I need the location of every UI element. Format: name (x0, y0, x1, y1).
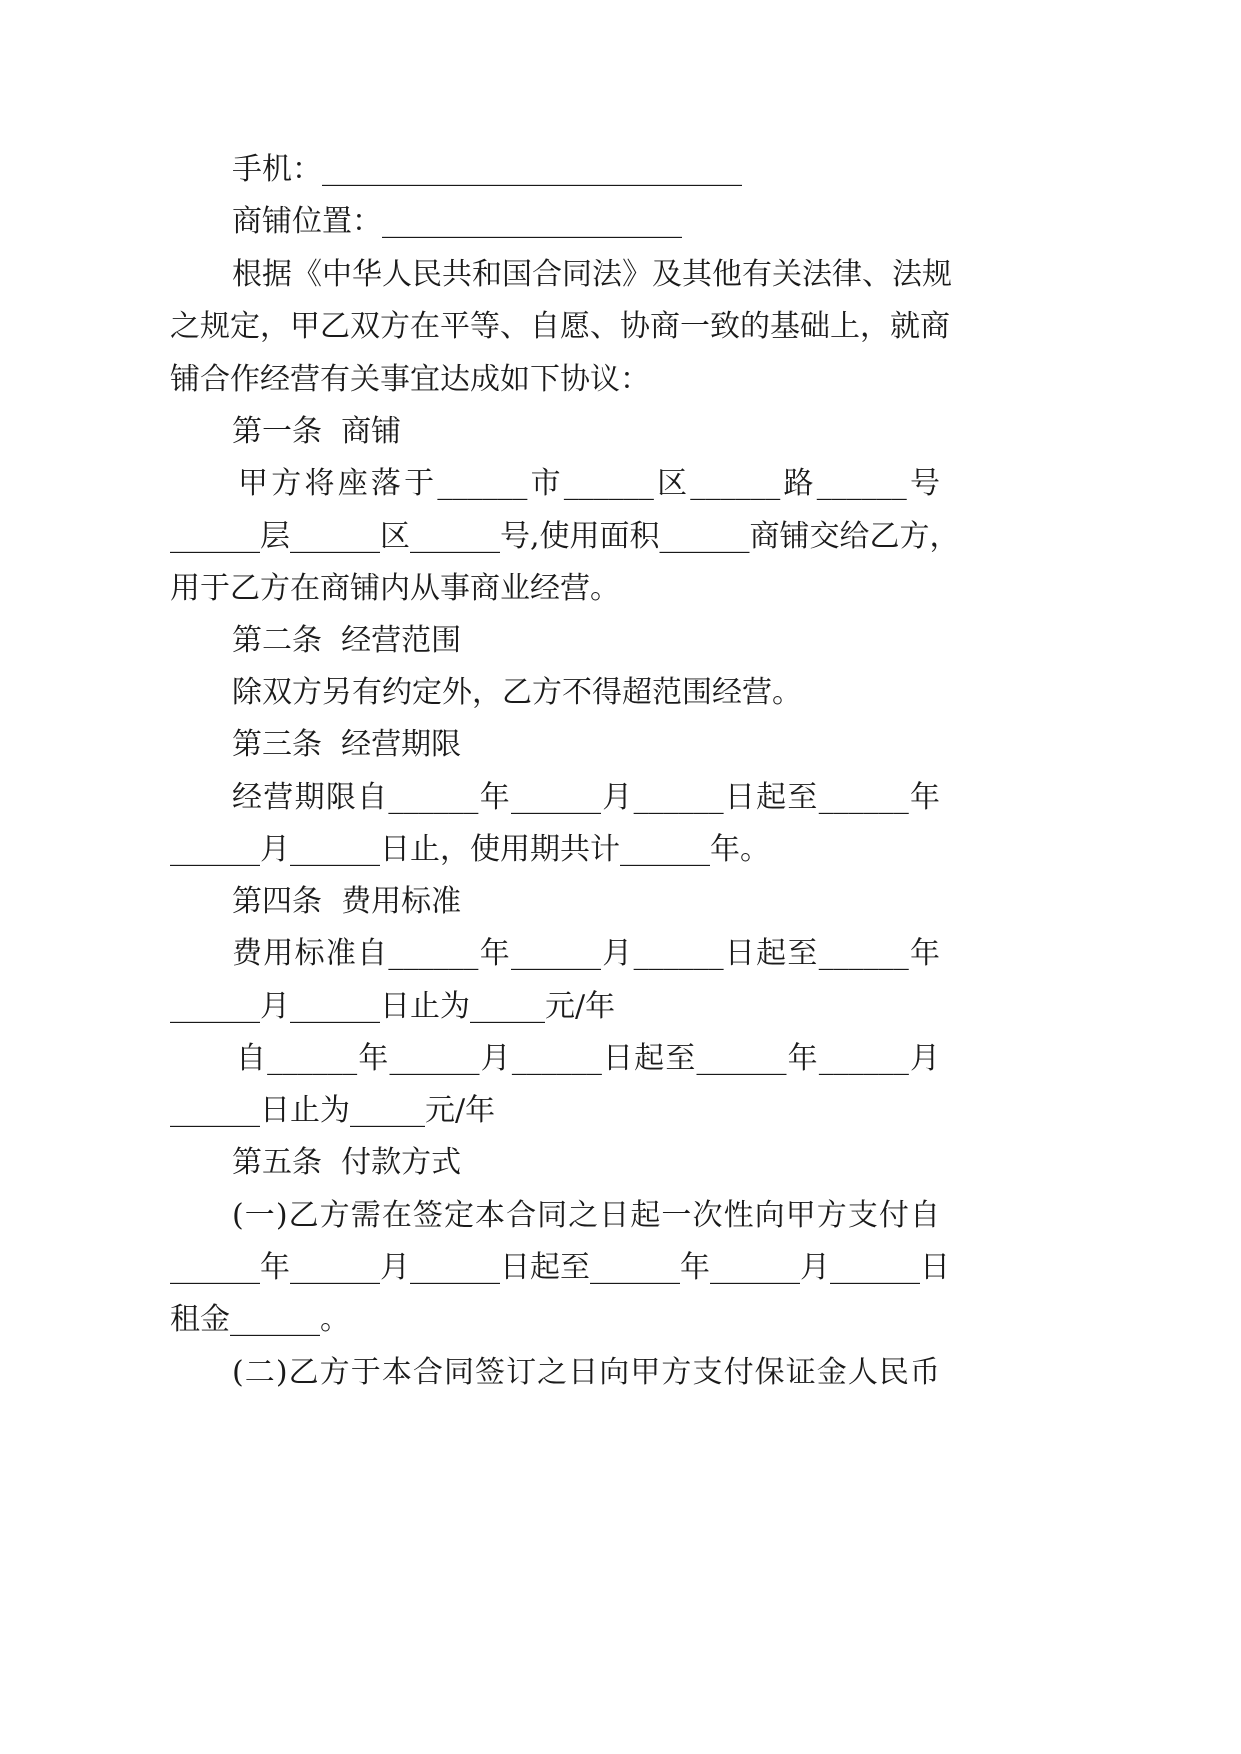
article-4-heading: 第四条 费用标准 (232, 884, 462, 919)
article-3-line-2: ______月______日止，使用期共计______年。 (170, 832, 770, 867)
article-5-line-4: (二)乙方于本合同签订之日向甲方支付保证金人民币 (232, 1355, 940, 1390)
article-2-line-1: 除双方另有约定外，乙方不得超范围经营。 (232, 675, 802, 710)
article-4-line-2: ______月______日止为_____元/年 (170, 989, 616, 1024)
article-3-heading: 第三条 经营期限 (232, 727, 462, 762)
article-1-line-2: ______层______区______号,使用面积______商铺交给乙方， (170, 519, 960, 554)
article-4-line-3: 自______年______月______日起至______年______月 (236, 1041, 940, 1076)
phone-line: 手机：____________________________ (232, 152, 742, 187)
article-2-heading: 第二条 经营范围 (232, 623, 462, 658)
article-4-line-1: 费用标准自______年______月______日起至______年 (232, 936, 940, 971)
article-5-line-1: (一)乙方需在签定本合同之日起一次性向甲方支付自 (232, 1198, 940, 1233)
shop-location-line: 商铺位置：____________________ (232, 204, 682, 239)
article-5-line-3: 租金______。 (170, 1302, 350, 1337)
article-3-line-1: 经营期限自______年______月______日起至______年 (232, 780, 940, 815)
article-1-line-1: 甲方将座落于______市______区______路______号 (238, 466, 940, 501)
preamble-line-3: 铺合作经营有关事宜达成如下协议： (170, 362, 650, 397)
preamble-line-1: 根据《中华人民共和国合同法》及其他有关法律、法规 (232, 257, 952, 292)
article-1-heading: 第一条 商铺 (232, 414, 402, 449)
article-5-heading: 第五条 付款方式 (232, 1145, 462, 1180)
article-4-line-4: ______日止为_____元/年 (170, 1093, 496, 1128)
article-1-line-3: 用于乙方在商铺内从事商业经营。 (170, 571, 620, 606)
preamble-line-2: 之规定，甲乙双方在平等、自愿、协商一致的基础上，就商 (170, 309, 950, 344)
article-5-line-2: ______年______月______日起至______年______月______日 (170, 1250, 950, 1285)
